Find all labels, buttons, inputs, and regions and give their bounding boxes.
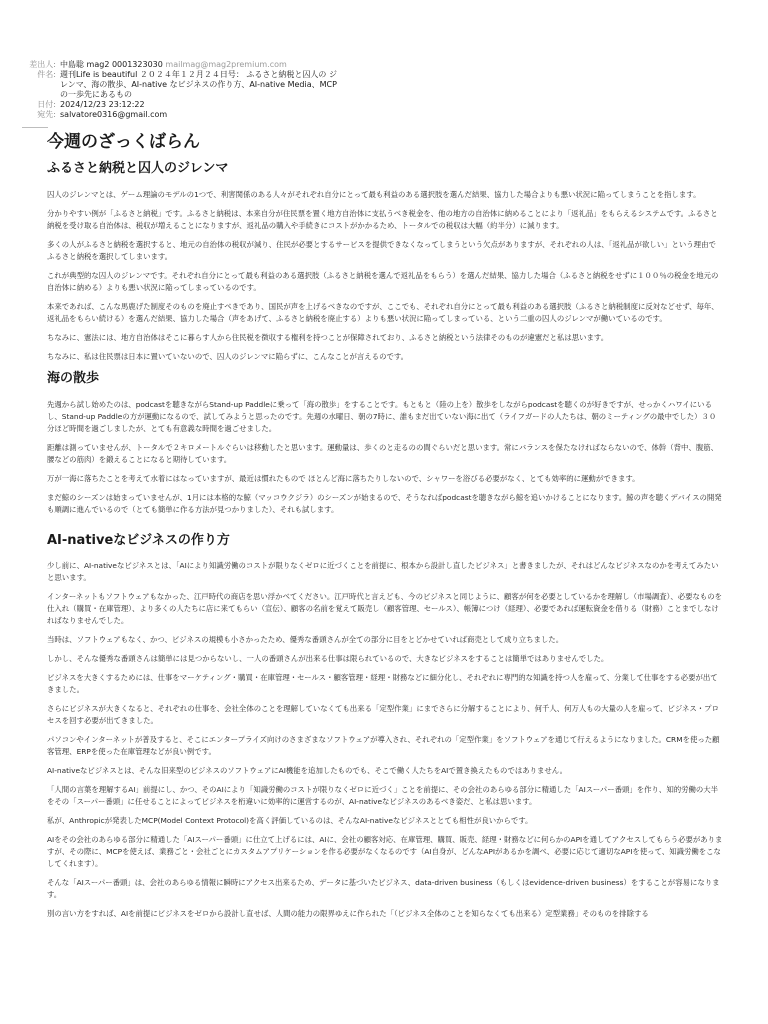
section-title-ai-native: AI-nativeなビジネスの作り方 [47,533,230,548]
email-body [47,131,723,927]
section-title-umi: 海の散歩 [47,371,100,386]
subject-line: レンマ、海の散歩、AI-native なビジネスの作り方、AI-native Media、MCP [60,80,337,89]
date-value: 2024/12/23 23:12:22 [60,100,145,109]
paragraph: 分かりやすい例が「ふるさと納税」です。ふるさと納税は、本来自分が住民票を置く地方自治体に支払うべき税金を、他の地方の自治体に納めることにより「返礼品」をもらえるシステムです。ふるさと納税を受け取る自治体は、税収が増えることになりますが、返礼品の購入や手続きにコストがかかるため、トータルでの税収は大幅（約半分）に減ります。 [47,209,718,230]
from-row [0,60,768,70]
email-header [0,60,768,120]
paragraph: 本来であれば、こんな馬鹿げた制度そのものを廃止すべきであり、国民が声を上げるべきなのですが、ここでも、それぞれ自分にとって最も利益のある選択肢（ふるさと納税制度に反対などせず、毎年、返礼品をもらい続ける）を選んだ結果、協力した場合（声をあげて、ふるさと納税を廃止する）よりも悪い状況に陥ってしまっている、という二重の囚人のジレンマが働いているのです。 [47,302,719,323]
subject-value [60,70,350,100]
paragraph: AI-nativeなビジネスとは、そんな旧来型のビジネスのソフトウェアにAI機能を追加したものでも、そこで働く人たちをAIで置き換えたものではありません。 [47,766,568,775]
paragraph: AIをその会社のあらゆる部分に精通した「AIスーパー番頭」に仕立て上げるには、AIに、会社の顧客対応、在庫管理、購買、販売、経理・財務などに何らかのAPIを通してアクセスしてもらう必要がありますが、その際に、MCPを使えば、業務ごと・会社ごとにカスタムアプリケーションを作る必要がなくなるのです（AI自身が、どんなAPIがあるかを調べ、必要に応じて適切なAPIを使って、知識労働をこなしてくれます）。 [47,835,723,868]
paragraph: 先週から試し始めたのは、podcastを聴きながらStand-up Paddleに乗って「海の散歩」をすることです。もともと（陸の上を）散歩をしながらpodcastを聴くのが好きですが、せっかくハワイにいるし、Stand-up Paddleの方が運動になるので、試してみようと思ったのです。先週の水曜日、朝の7時に、誰もまだ出ていない海に出て（ライフガードの人たちは、朝のミーティングの最中でした）３０分ほど時間を過ごしましたが、とても有意義な時間を過ごせました。 [47,400,717,433]
date-label: 日付: [37,100,56,109]
main-title: 今週のざっくばらん [47,132,200,152]
to-value[interactable]: salvatore0316@gmail.com [60,110,168,119]
paragraph: ちなみに、私は住民票は日本に置いていないので、囚人のジレンマに陥らずに、こんなことが言えるのです。 [47,352,409,361]
paragraph: しかし、そんな優秀な番頭さんは簡単には見つからないし、一人の番頭さんが出来る仕事は限られているので、大きなビジネスをすることは簡単ではありませんでした。 [47,654,609,663]
paragraph: これが典型的な囚人のジレンマです。それぞれ自分にとって最も利益のある選択肢（ふるさと納税を選んで返礼品をもらう）を選んだ結果、協力した場合（ふるさと納税をせずに１００％の税金を地元の自治体に納める）よりも悪い状況に陥ってしまっているのです。 [47,271,719,292]
subject-row [0,70,768,100]
paragraph: 私が、Anthropicが発表したMCP(Model Context Protocol)を高く評価しているのは、そんなAI-nativeなビジネスととても相性が良いからです。 [47,816,533,825]
subject-line: 週刊Life is beautiful ２０２４年１２月２４日号： ふるさと納税と囚人の ジ [60,70,337,79]
to-label: 宛先: [37,110,56,119]
paragraph: 「人間の言葉を理解するAI」前提にし、かつ、そのAIにより「知識労働のコストが限りなくゼロに近づく」ことを前提に、その会社のあらゆる部分に精通した「AIスーパー番頭」を作り、知的労働の大半をその「スーパー番頭」に任せることによってビジネスを桁違いに効率的に運営するのが、AI-nativeなビジネスのあるべき姿だ、と私は思います。 [47,785,719,806]
paragraph: ちなみに、憲法には、地方自治体はそこに暮らす人から住民税を徴収する権利を持つことが保障されており、ふるさと納税という法律そのものが違憲だと私は思います。 [47,333,609,342]
paragraph: 少し前に、AI-nativeなビジネスとは、「AIにより知識労働のコストが限りなくゼロに近づくことを前提に、根本から設計し直したビジネス」と書きましたが、それはどんなビジネスなのかを考えてみたいと思います。 [47,561,719,582]
to-row [0,110,768,120]
paragraph: 距離は測っていませんが、トータルで２キロメートルぐらいは移動したと思います。運動量は、歩くのと走るのの間ぐらいだと思います。常にバランスを保たなければならないので、体幹（背中、腹筋、腰などの筋肉）を鍛えることになると期待しています。 [47,443,719,464]
from-label: 差出人: [29,60,56,69]
paragraph: まだ鯨のシーズンは始まっていませんが、1月には本格的な鯨（マッコウクジラ）のシーズンが始まるので、そうなればpodcastを聴きながら鯨を追いかけることになります。鯨の声を聴くデバイスの開発も順調に進んでいるので（とても簡単に作る方法が見つかりました）、それも試します。 [47,493,722,514]
header-divider [22,127,48,128]
paragraph: 当時は、ソフトウェアもなく、かつ、ビジネスの規模も小さかったため、優秀な番頭さんが全ての部分に目をとどかせていれば商売として成り立ちました。 [47,635,564,644]
paragraph: インターネットもソフトウェアもなかった、江戸時代の商店を思い浮かべてください。江戸時代と言えども、今のビジネスと同じように、顧客が何を必要としているかを理解し（市場調査）、必要なものを仕入れ（購買・在庫管理）、より多くの人たちに店に来てもらい（宣伝）、顧客の名前を覚えて販売し（顧客管理、セールス）、帳簿につけ（経理）、必要であれば運転資金を借りる（財務）ことまでしなければなりませんでした。 [47,592,723,625]
paragraph: そんな「AIスーパー番頭」は、会社のあらゆる情報に瞬時にアクセス出来るため、データに基づいたビジネス、data-driven business（もしくはevidence-driven business）をすることが容易になります。 [47,878,720,899]
sender-email[interactable]: mailmag@mag2premium.com [165,60,287,69]
subject-label: 件名: [37,70,56,79]
paragraph: パソコンやインターネットが普及すると、そこにエンタープライズ向けのさまざまなソフトウェアが導入され、それぞれの「定型作業」をソフトウェアを通じて行えるようになりました。CRMを使った顧客管理、ERPを使った在庫管理などが良い例です。 [47,735,720,756]
subject-line: の一歩先にあるもの [60,90,132,99]
from-value [60,60,350,70]
paragraph: 囚人のジレンマとは、ゲーム理論のモデルの1つで、利害関係のある人々がそれぞれ自分にとって最も利益のある選択肢を選んだ結果、協力した場合よりも悪い状況に陥ってしまうことを指します。 [47,190,701,199]
paragraph: 万が一海に落ちたことを考えて水着にはなっていますが、最近は慣れたもので ほとんど海に落ちたりしないので、シャワーを浴びる必要がなく、とても効率的に運動ができます。 [47,474,640,483]
paragraph: さらにビジネスが大きくなると、それぞれの仕事を、会社全体のことを理解していなくても出来る「定型作業」にまでさらに分解することにより、何千人、何万人もの大量の人を雇って、ビジネス・プロセスを回す必要が出てきました。 [47,704,719,725]
paragraph: 多くの人がふるさと納税を選択すると、地元の自治体の税収が減り、住民が必要とするサービスを提供できなくなってしまうという欠点がありますが、それぞれの人は、「返礼品が欲しい」という理由でふるさと納税を選択してしまいます。 [47,240,716,261]
sender-name: 中島聡 mag2 0001323030 [60,60,163,69]
date-row [0,100,768,110]
paragraph: ビジネスを大きくするためには、仕事をマーケティング・購買・在庫管理・セールス・顧客管理・経理・財務などに細分化し、それぞれに専門的な知識を持つ人を雇って、分業して仕事をする必要が出てきました。 [47,673,718,694]
section-title-furusato: ふるさと納税と囚人のジレンマ [47,161,229,176]
paragraph: 別の言い方をすれば、AIを前提にビジネスをゼロから設計し直せば、人間の能力の限界ゆえに作られた「（ビジネス全体のことを知らなくても出来る）定型業務」そのものを排除する [47,909,649,918]
